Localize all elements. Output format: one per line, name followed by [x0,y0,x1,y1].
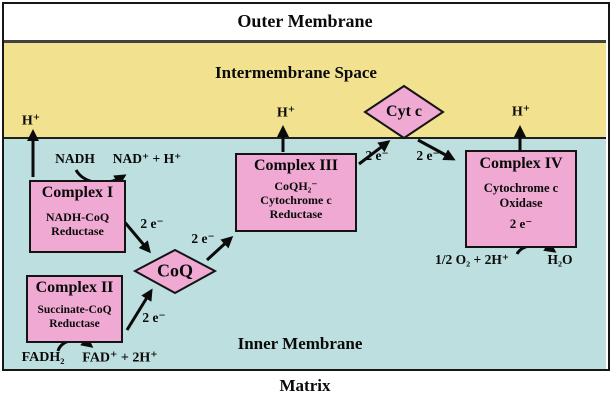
complex4-box [465,150,577,248]
complex4-subtitle-line2: Oxidase [499,195,543,210]
complex4-title: Complex IV [479,155,563,172]
complex1-subtitle-line1: NADH-CoQ [45,210,110,225]
oxygen-substrate-label: 1/2 O₂ + 2H⁺ [435,252,509,267]
complex2-title: Complex II [35,279,114,296]
water-product-label: H₂O [547,252,573,267]
complex4-electrons-label: 2 e⁻ [509,216,533,232]
complex3-subtitle-line2: Cytochrome c [260,193,332,208]
complex3-subtitle-line1: CoQH₂⁻ [274,179,318,194]
nad-product-label: NAD⁺ + H⁺ [112,151,182,166]
complex3-box [235,153,357,232]
complex2-subtitle-line1: Succinate-CoQ [37,304,112,317]
matrix-label: Matrix [279,376,331,395]
complex3-subtitle-line3: Reductase [269,206,323,221]
complex1-box [29,180,126,253]
h-plus-label-complex3: H⁺ [276,105,296,121]
electrons-label-c2-coq: 2 e⁻ [142,310,166,325]
outer-membrane-label: Outer Membrane [237,11,373,31]
complex1-title: Complex I [41,184,114,201]
electrons-label-cytc-c4: 2 e⁻ [416,148,440,163]
complex2-subtitle-line2: Reductase [49,317,100,330]
electrons-label-coq-c3: 2 e⁻ [191,231,215,246]
nadh-label: NADH [55,151,95,166]
complex1-subtitle-line2: Reductase [51,224,104,239]
electrons-label-c1-coq: 2 e⁻ [140,216,164,231]
cytc-label: Cyt c [386,103,422,120]
fadh2-label: FADH₂ [21,350,65,365]
h-plus-label-complex4: H⁺ [511,104,531,120]
intermembrane-space-label: Intermembrane Space [215,63,377,82]
h-plus-label-complex1: H⁺ [21,113,41,129]
fad-product-label: FAD⁺ + 2H⁺ [82,350,158,366]
electrons-label-c3-cytc: 2 e⁻ [365,148,389,163]
coq-label: CoQ [157,260,193,281]
complex3-title: Complex III [253,157,338,174]
complex4-subtitle-line1: Cytochrome c [483,181,559,196]
complex2-box [26,275,123,343]
inner-membrane-label: Inner Membrane [237,334,363,353]
